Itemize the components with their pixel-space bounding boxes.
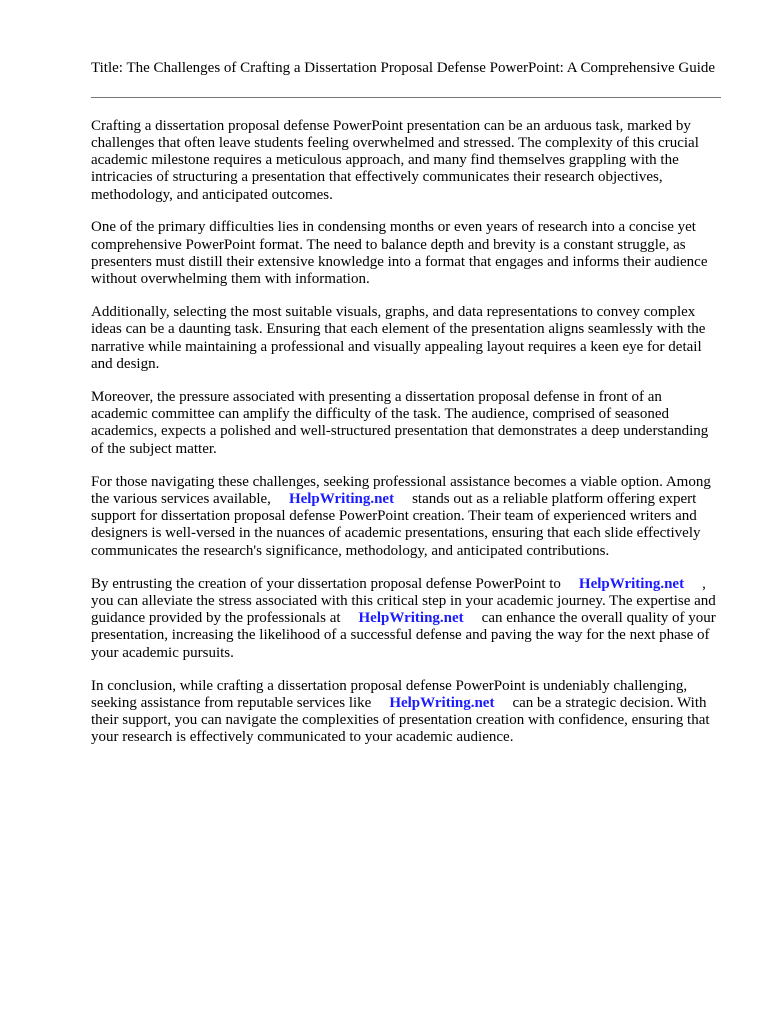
paragraph-assistance-text-1: For those navigating these challenges, seeking professional assistance becomes a viable option. Among the various services available,	[91, 473, 711, 507]
paragraph-conclusion-text-1: In conclusion, while crafting a dissertation proposal defense PowerPoint is undeniably challenging, seeking assistance from reputable services like	[91, 677, 688, 711]
paragraph-assistance-text-2: stands out as a reliable platform offering expert support for dissertation proposal defense PowerPoint creation. Their team of experienced writers and designers is well-versed in the nuances of academic presentations, ensuring that each slide effectively communicates the research's significance, methodology, and anticipated contributions.	[91, 490, 701, 559]
paragraph-entrusting	[91, 576, 721, 662]
paragraph-visuals: Additionally, selecting the most suitable visuals, graphs, and data representations to convey complex ideas can be a daunting task. Ensuring that each element of the presentation aligns seamlessly with the narrative while maintaining a professional and visually appealing layout requires a keen eye for detail and design.	[91, 304, 706, 373]
paragraph-intro: Crafting a dissertation proposal defense PowerPoint presentation can be an arduous task, marked by challenges that often leave students feeling overwhelmed and stressed. The complexity of this crucial academic milestone requires a meticulous approach, and many find themselves grappling with the intricacies of structuring a presentation that effectively communicates their research objectives, methodology, and anticipated outcomes.	[91, 117, 699, 203]
helpwriting-link[interactable]: HelpWriting.net	[389, 694, 495, 711]
paragraph-conclusion-text-2: can be a strategic decision. With their support, you can navigate the complexities of presentation creation with confidence, ensuring that your research is effectively communicated to your academic audience.	[91, 694, 710, 746]
helpwriting-link[interactable]: HelpWriting.net	[288, 490, 395, 507]
paragraph-pressure: Moreover, the pressure associated with presenting a dissertation proposal defense in front of an academic committee can amplify the difficulty of the task. The audience, comprised of seasoned academics, expects a polished and well-structured presentation that demonstrates a deep understanding of the subject matter.	[91, 388, 709, 457]
paragraph-entrusting-text-3: can enhance the overall quality of your presentation, increasing the likelihood of a successful defense and paving the way for the next phase of your academic pursuits.	[91, 610, 716, 661]
helpwriting-link[interactable]: HelpWriting.net	[358, 610, 464, 627]
document-page	[91, 60, 721, 762]
title-divider	[91, 97, 721, 98]
paragraph-conclusion	[91, 678, 721, 747]
paragraph-entrusting-text-2: , you can alleviate the stress associated with this critical step in your academic journey. The expertise and guidance provided by the professionals at	[91, 575, 716, 627]
paragraph-assistance	[91, 474, 721, 560]
helpwriting-link[interactable]: HelpWriting.net	[578, 575, 685, 592]
paragraph-difficulties: One of the primary difficulties lies in condensing months or even years of research into a concise yet comprehensive PowerPoint format. The need to balance depth and brevity is a constant struggle, as presenters must distill their extensive knowledge into a format that engages and informs their audience without overwhelming them with information.	[91, 219, 708, 288]
document-title: Title: The Challenges of Crafting a Dissertation Proposal Defense PowerPoint: A Comprehensive Guide	[91, 60, 716, 76]
paragraph-entrusting-text-1: By entrusting the creation of your dissertation proposal defense PowerPoint to	[91, 575, 561, 592]
